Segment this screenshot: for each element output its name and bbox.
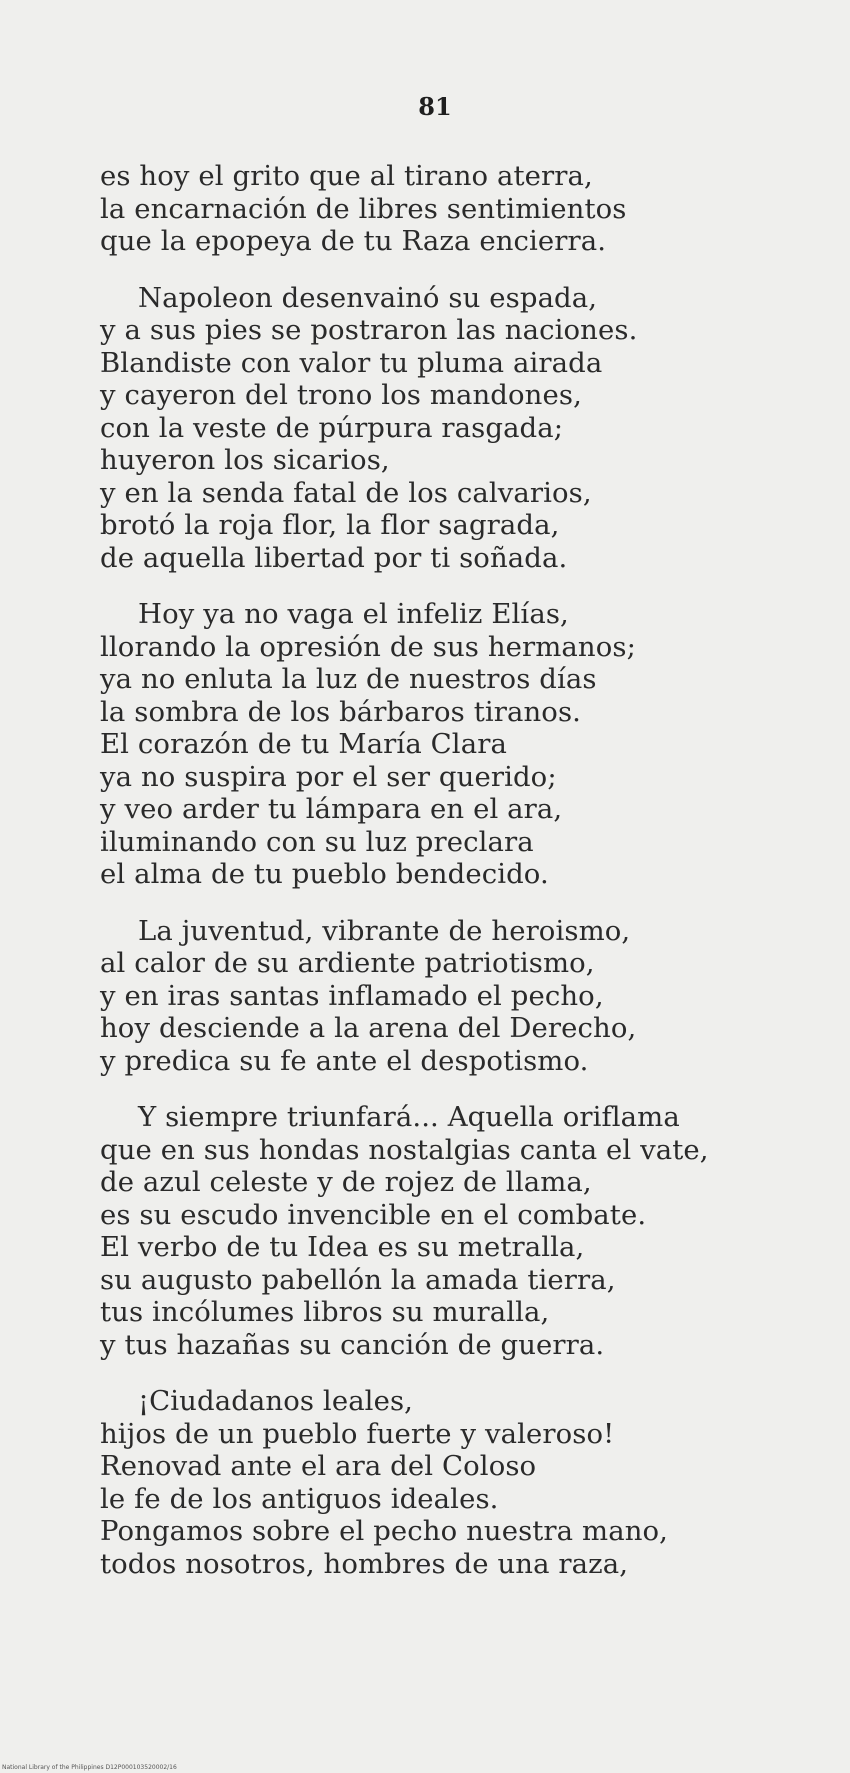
poem-line: todos nosotros, hombres de una raza,	[100, 1547, 629, 1580]
scan-footer: National Library of the Philippines D12P000103520002/16	[2, 1764, 177, 1771]
poem-line: tus incólumes libros su muralla,	[100, 1296, 550, 1328]
poem-line: Blandiste con valor tu pluma airada	[100, 346, 603, 379]
stanza	[100, 915, 800, 1078]
poem-line: y en la senda fatal de los calvarios,	[100, 476, 592, 509]
poem-line: y cayeron del trono los mandones,	[100, 379, 582, 411]
poem-line: que en sus hondas nostalgias canta el vate,	[100, 1133, 709, 1166]
stanza	[100, 598, 800, 891]
poem-line: que la epopeya de tu Raza encierra.	[100, 225, 607, 257]
poem-line: con la veste de púrpura rasgada;	[100, 411, 564, 444]
poem-line: y tus hazañas su canción de guerra.	[100, 1328, 605, 1361]
poem-line: Y siempre triunfará... Aquella oriflama	[138, 1101, 680, 1133]
poem-line: ya no suspira por el ser querido;	[100, 760, 557, 793]
stanza	[100, 282, 800, 575]
poem-line: brotó la roja flor, la flor sagrada,	[100, 509, 560, 541]
poem-line: la encarnación de libres sentimientos	[100, 192, 627, 225]
poem-line: ¡Ciudadanos leales,	[138, 1385, 414, 1417]
poem-line: La juventud, vibrante de heroismo,	[138, 914, 631, 947]
poem-line: El verbo de tu Idea es su metralla,	[100, 1231, 585, 1263]
poem-text	[100, 160, 800, 1604]
poem-line: huyeron los sicarios,	[100, 444, 390, 476]
poem-line: su augusto pabellón la amada tierra,	[100, 1263, 616, 1296]
poem-line: la sombra de los bárbaros tiranos.	[100, 695, 581, 728]
stanza	[100, 160, 800, 258]
stanza	[100, 1101, 800, 1361]
poem-line: el alma de tu pueblo bendecido.	[100, 858, 549, 890]
poem-line: le fe de los antiguos ideales.	[100, 1482, 499, 1515]
poem-line: llorando la opresión de sus hermanos;	[100, 630, 636, 663]
poem-line: y en iras santas inflamado el pecho,	[100, 979, 604, 1012]
poem-line: hoy desciende a la arena del Derecho,	[100, 1012, 637, 1044]
poem-line: y veo arder tu lámpara en el ara,	[100, 793, 563, 825]
poem-line: de azul celeste y de rojez de llama,	[100, 1166, 592, 1198]
poem-line: al calor de su ardiente patriotismo,	[100, 947, 595, 979]
poem-line: Napoleon desenvainó su espada,	[138, 281, 598, 314]
poem-line: de aquella libertad por ti soñada.	[100, 541, 568, 574]
page-number: 81	[418, 92, 452, 121]
poem-line: hijos de un pueblo fuerte y valeroso!	[100, 1417, 615, 1450]
poem-line: El corazón de tu María Clara	[100, 728, 507, 760]
poem-line: Hoy ya no vaga el infeliz Elías,	[138, 598, 569, 630]
poem-line: y predica su fe ante el despotismo.	[100, 1044, 589, 1077]
poem-line: es su escudo invencible en el combate.	[100, 1198, 647, 1231]
stanza	[100, 1385, 800, 1580]
poem-line: Pongamos sobre el pecho nuestra mano,	[100, 1515, 669, 1547]
poem-line: iluminando con su luz preclara	[100, 825, 534, 858]
poem-line: Renovad ante el ara del Coloso	[100, 1450, 537, 1482]
poem-line: y a sus pies se postraron las naciones.	[100, 314, 638, 346]
poem-line: es hoy el grito que al tirano aterra,	[100, 160, 593, 192]
poem-line: ya no enluta la luz de nuestros días	[100, 663, 597, 695]
